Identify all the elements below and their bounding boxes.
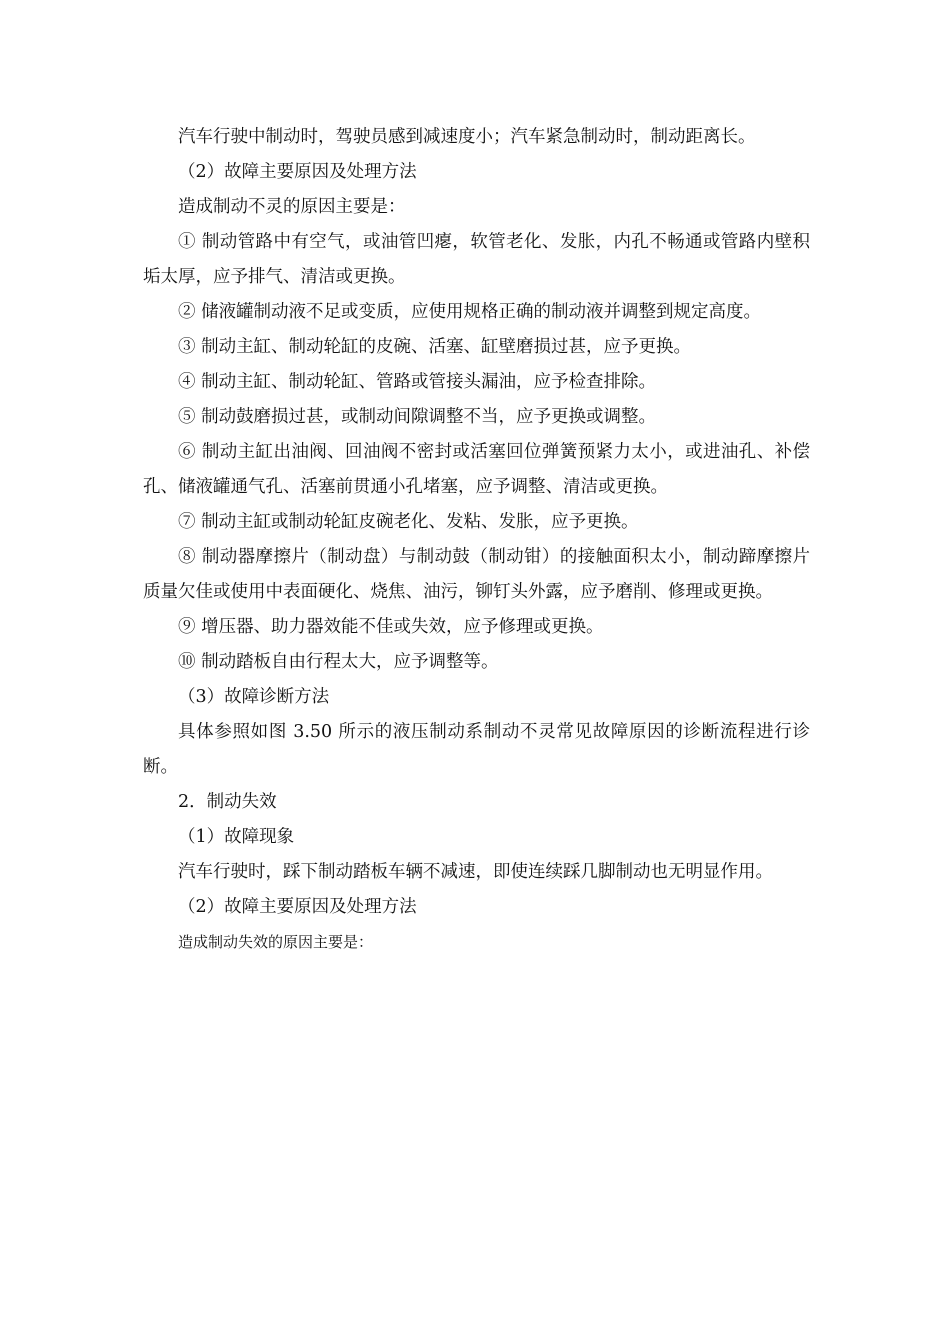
list-item-cause-8: ⑧ 制动器摩擦片（制动盘）与制动鼓（制动钳）的接触面积太小，制动蹄摩擦片质量欠佳或使用中表面硬化、烧焦、油污，铆钉头外露，应予磨削、修理或更换。 — [143, 547, 810, 602]
heading-causes-and-remedies: （2）故障主要原因及处理方法 — [178, 162, 417, 182]
heading-causes-and-remedies-2: （2）故障主要原因及处理方法 — [178, 897, 417, 917]
list-item-cause-9: ⑨ 增压器、助力器效能不佳或失效，应予修理或更换。 — [178, 617, 604, 637]
list-item-cause-6: ⑥ 制动主缸出油阀、回油阀不密封或活塞回位弹簧预紧力太小，或进油孔、补偿孔、储液罐通气孔、活塞前贯通小孔堵塞，应予调整、清洁或更换。 — [143, 442, 810, 497]
paragraph-symptom-brake-weak: 汽车行驶中制动时，驾驶员感到减速度小；汽车紧急制动时，制动距离长。 — [178, 127, 756, 147]
list-item-cause-2: ② 储液罐制动液不足或变质，应使用规格正确的制动液并调整到规定高度。 — [178, 302, 762, 322]
document-page — [143, 120, 810, 960]
list-item-cause-7: ⑦ 制动主缸或制动轮缸皮碗老化、发粘、发胀，应予更换。 — [178, 512, 639, 532]
paragraph-diagnosis-reference: 具体参照如图 3.50 所示的液压制动系制动不灵常见故障原因的诊断流程进行诊断。 — [143, 722, 810, 777]
list-item-cause-10: ⑩ 制动踏板自由行程太大，应予调整等。 — [178, 652, 499, 672]
list-item-cause-5: ⑤ 制动鼓磨损过甚，或制动间隙调整不当，应予更换或调整。 — [178, 407, 657, 427]
list-item-cause-4: ④ 制动主缸、制动轮缸、管路或管接头漏油，应予检查排除。 — [178, 372, 657, 392]
paragraph-failure-causes-intro: 造成制动失效的原因主要是： — [178, 933, 374, 951]
list-item-cause-1: ① 制动管路中有空气，或油管凹瘪，软管老化、发胀，内孔不畅通或管路内壁积垢太厚，应予排气、清洁或更换。 — [143, 232, 810, 287]
list-item-cause-3: ③ 制动主缸、制动轮缸的皮碗、活塞、缸壁磨损过甚，应予更换。 — [178, 337, 692, 357]
section-heading-brake-failure: 2．制动失效 — [178, 792, 277, 812]
heading-fault-symptom: （1）故障现象 — [178, 827, 295, 847]
paragraph-symptom-brake-failure: 汽车行驶时，踩下制动踏板车辆不减速，即使连续踩几脚制动也无明显作用。 — [178, 862, 773, 882]
paragraph-causes-intro: 造成制动不灵的原因主要是： — [178, 197, 406, 217]
heading-diagnosis-method: （3）故障诊断方法 — [178, 687, 330, 707]
